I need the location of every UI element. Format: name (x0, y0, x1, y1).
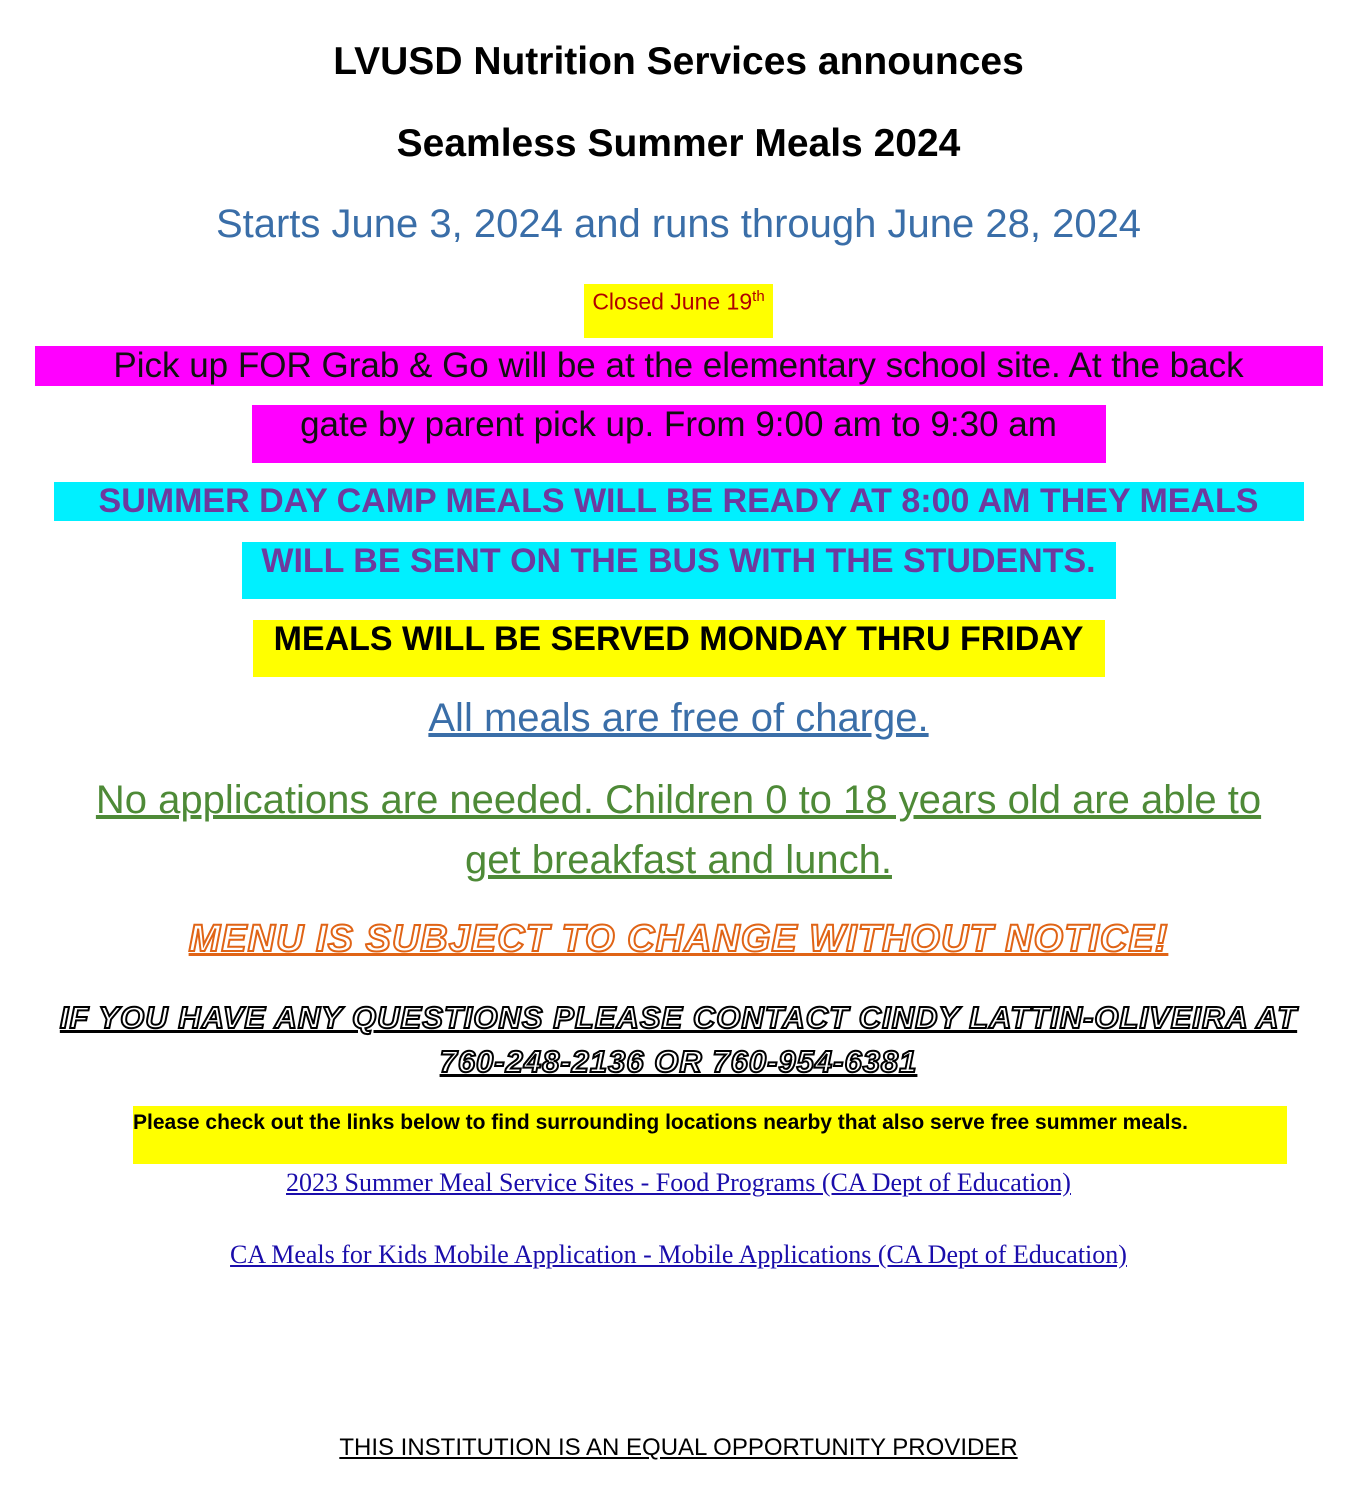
closed-notice (0, 284, 1357, 338)
links-intro: Please check out the links below to find surrounding locations nearby that also serve free summer meals. (133, 1111, 1188, 1134)
schedule-highlight: MEALS WILL BE SERVED MONDAY THRU FRIDAY (253, 620, 1105, 677)
header-line-1: LVUSD Nutrition Services announces (333, 40, 1024, 83)
schedule-line (0, 620, 1357, 677)
meals-for-kids-app-link[interactable]: CA Meals for Kids Mobile Application - Mobile Applications (CA Dept of Education) (230, 1240, 1127, 1269)
link-row-1 (0, 1168, 1357, 1198)
header-line-2: Seamless Summer Meals 2024 (396, 122, 961, 165)
contact-line-1: IF YOU HAVE ANY QUESTIONS PLEASE CONTACT CINDY LATTIN-OLIVEIRA AT (59, 1000, 1298, 1035)
camp-line-2 (0, 542, 1357, 599)
free-of-charge: All meals are free of charge. (428, 696, 929, 740)
closed-highlight (584, 284, 772, 338)
eligibility-line-1: No applications are needed. Children 0 to 18 years old are able to (95, 778, 1262, 822)
pickup-highlight-2: gate by parent pick up. From 9:00 am to 9:30 am (252, 405, 1106, 463)
date-range: Starts June 3, 2024 and runs through June 28, 2024 (215, 202, 1142, 246)
camp-line-1 (0, 482, 1357, 521)
pickup-line-1 (0, 346, 1357, 386)
camp-highlight-1: SUMMER DAY CAMP MEALS WILL BE READY AT 8:00 AM THEY MEALS (54, 482, 1304, 521)
pickup-line-2 (0, 405, 1357, 463)
equal-opportunity-footer: THIS INSTITUTION IS AN EQUAL OPPORTUNITY PROVIDER (339, 1434, 1018, 1461)
camp-highlight-2: WILL BE SENT ON THE BUS WITH THE STUDENTS. (242, 542, 1116, 599)
pickup-highlight-1: Pick up FOR Grab & Go will be at the elementary school site. At the back (35, 346, 1323, 386)
closed-sup: th (752, 288, 765, 305)
closed-text: Closed June 19 (592, 288, 753, 315)
contact-line-2: 760-248-2136 OR 760-954-6381 (439, 1044, 918, 1079)
links-intro-highlight (133, 1106, 1287, 1164)
link-row-2 (0, 1240, 1357, 1270)
summer-meal-sites-link[interactable]: 2023 Summer Meal Service Sites - Food Programs (CA Dept of Education) (286, 1168, 1071, 1197)
eligibility-line-2: get breakfast and lunch. (465, 838, 892, 882)
menu-notice: MENU IS SUBJECT TO CHANGE WITHOUT NOTICE! (188, 918, 1169, 960)
